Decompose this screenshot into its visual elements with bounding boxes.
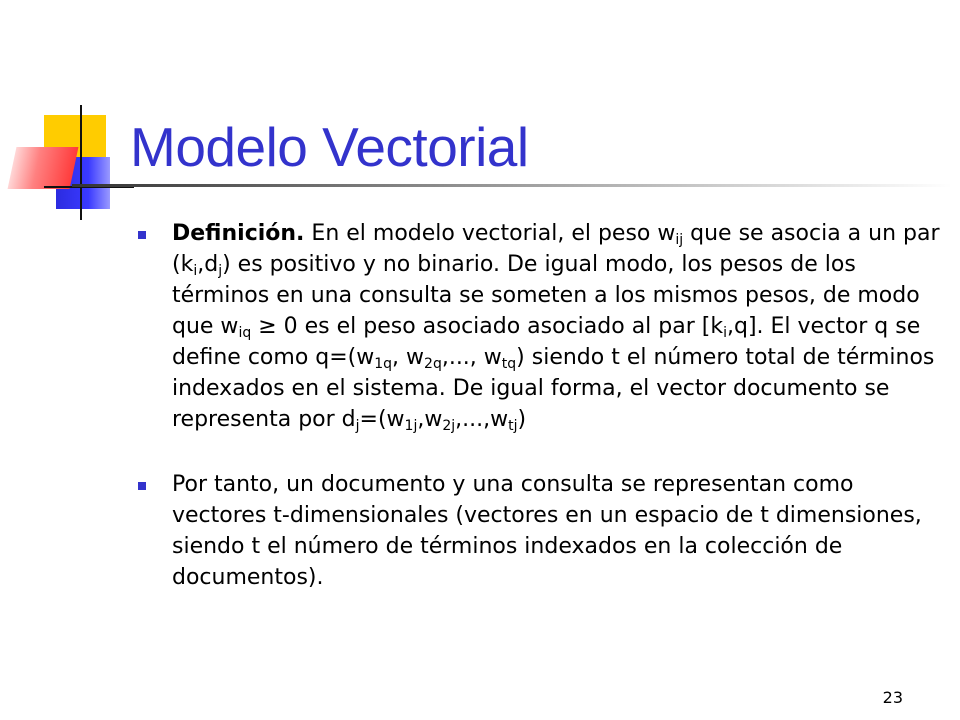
slide-content (138, 218, 948, 593)
text-run: ) siendo t el número total de términos indexados en el sistema. De igual forma, el vector documento se representa por d (172, 345, 935, 432)
text-run: ≥ 0 es el peso asociado asociado al par [k (251, 314, 724, 339)
subscript: 1j (404, 418, 418, 434)
text-run: , w (392, 345, 425, 370)
subscript: 2j (442, 418, 456, 434)
text-run: ,d (197, 252, 219, 277)
text-run: ,..., w (441, 345, 502, 370)
subscript: i (193, 263, 198, 279)
title-decoration-logo (0, 95, 140, 225)
text-run: ) es positivo y no binario. De igual modo, los pesos de los términos en una consulta se someten a los mismos pesos, de modo que w (172, 252, 920, 339)
subscript: tj (508, 418, 518, 434)
bullet-lead: Definición. (172, 221, 305, 246)
subscript: tq (501, 356, 517, 372)
subscript: j (355, 418, 360, 434)
bullet-definicion (138, 218, 948, 435)
text-run: =(w (359, 407, 405, 432)
title-underline (72, 184, 952, 187)
slide-title: Modelo Vectorial (130, 116, 529, 178)
text-run: En el modelo vectorial, el peso w (304, 221, 676, 246)
bullet-text (172, 221, 940, 432)
subscript: j (218, 263, 223, 279)
logo-red-square (8, 147, 79, 189)
bullet-por-tanto (138, 469, 948, 593)
subscript: ij (675, 232, 684, 248)
text-run: ,q]. El vector q se define como q=(w (172, 314, 921, 370)
logo-vertical-line (80, 105, 82, 220)
bullet-text: Por tanto, un documento y una consulta se representan como vectores t-dimensionales (vectores en un espacio de t dimensiones, siendo t el número de términos indexados en la colección de documentos). (172, 472, 922, 590)
subscript: i (723, 325, 727, 341)
page-number: 23 (882, 688, 903, 707)
bullet-square-icon (138, 482, 146, 490)
text-run: ,w (417, 407, 443, 432)
subscript: 1q (374, 356, 393, 372)
subscript: iq (238, 325, 252, 341)
text-run: ) (517, 407, 527, 432)
bullet-square-icon (138, 231, 146, 239)
subscript: 2q (424, 356, 442, 372)
text-run: ,...,w (455, 407, 509, 432)
text-run: que se asocia a un par (k (172, 221, 940, 277)
